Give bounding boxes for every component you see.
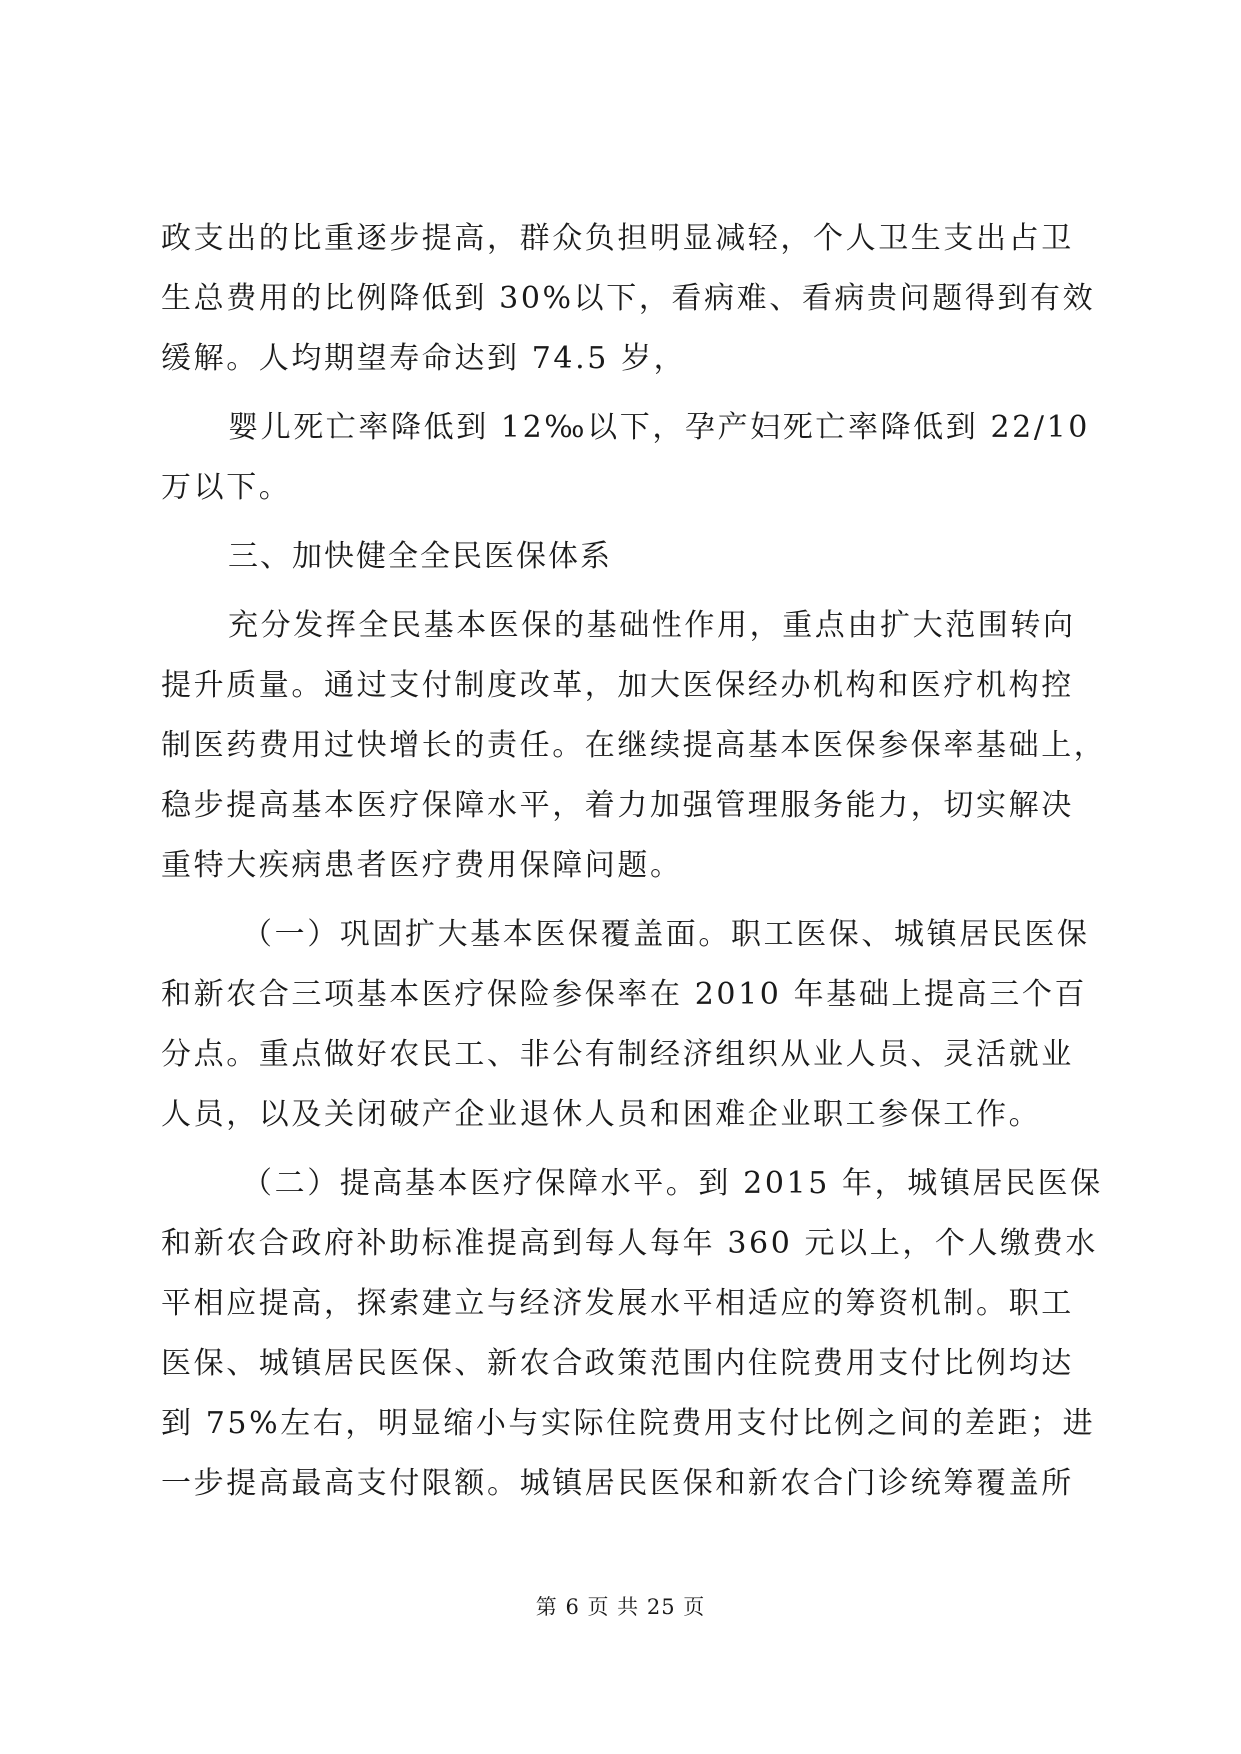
text-line: 和新农合三项基本医疗保险参保率在 2010 年基础上提高三个百 bbox=[161, 977, 1088, 1012]
text-line: 万以下。 bbox=[161, 470, 292, 505]
text-line: 制医药费用过快增长的责任。在继续提高基本医保参保率基础上， bbox=[161, 728, 1107, 763]
text-line: 生总费用的比例降低到 30%以下，看病难、看病贵问题得到有效 bbox=[161, 281, 1096, 316]
text-line: 医保、城镇居民医保、新农合政策范围内住院费用支付比例均达 bbox=[161, 1346, 1074, 1381]
text-line: （一）巩固扩大基本医保覆盖面。职工医保、城镇居民医保 bbox=[242, 917, 1090, 952]
text-line: 婴儿死亡率降低到 12‰以下，孕产妇死亡率降低到 22/10 bbox=[228, 410, 1090, 445]
text-line: 稳步提高基本医疗保障水平，着力加强管理服务能力，切实解决 bbox=[161, 788, 1074, 823]
page-number-footer: 第 6 页 共 25 页 bbox=[535, 1595, 706, 1619]
text-line: 重特大疾病患者医疗费用保障问题。 bbox=[161, 848, 683, 883]
text-line: 充分发挥全民基本医保的基础性作用，重点由扩大范围转向 bbox=[228, 608, 1076, 643]
text-line: 到 75%左右，明显缩小与实际住院费用支付比例之间的差距；进 bbox=[161, 1406, 1096, 1441]
section-heading: 三、加快健全全民医保体系 bbox=[228, 539, 612, 574]
text-line: 平相应提高，探索建立与经济发展水平相适应的筹资机制。职工 bbox=[161, 1286, 1074, 1321]
text-line: 政支出的比重逐步提高，群众负担明显减轻，个人卫生支出占卫 bbox=[161, 221, 1074, 256]
text-line: 分点。重点做好农民工、非公有制经济组织从业人员、灵活就业 bbox=[161, 1037, 1074, 1072]
text-line: 人员，以及关闭破产企业退休人员和困难企业职工参保工作。 bbox=[161, 1097, 1042, 1132]
text-line: 提升质量。通过支付制度改革，加大医保经办机构和医疗机构控 bbox=[161, 668, 1074, 703]
text-line: 和新农合政府补助标准提高到每人每年 360 元以上，个人缴费水 bbox=[161, 1226, 1098, 1261]
text-line: （二）提高基本医疗保障水平。到 2015 年，城镇居民医保 bbox=[242, 1166, 1103, 1201]
text-line: 缓解。人均期望寿命达到 74.5 岁， bbox=[161, 341, 687, 376]
text-line: 一步提高最高支付限额。城镇居民医保和新农合门诊统筹覆盖所 bbox=[161, 1466, 1074, 1501]
